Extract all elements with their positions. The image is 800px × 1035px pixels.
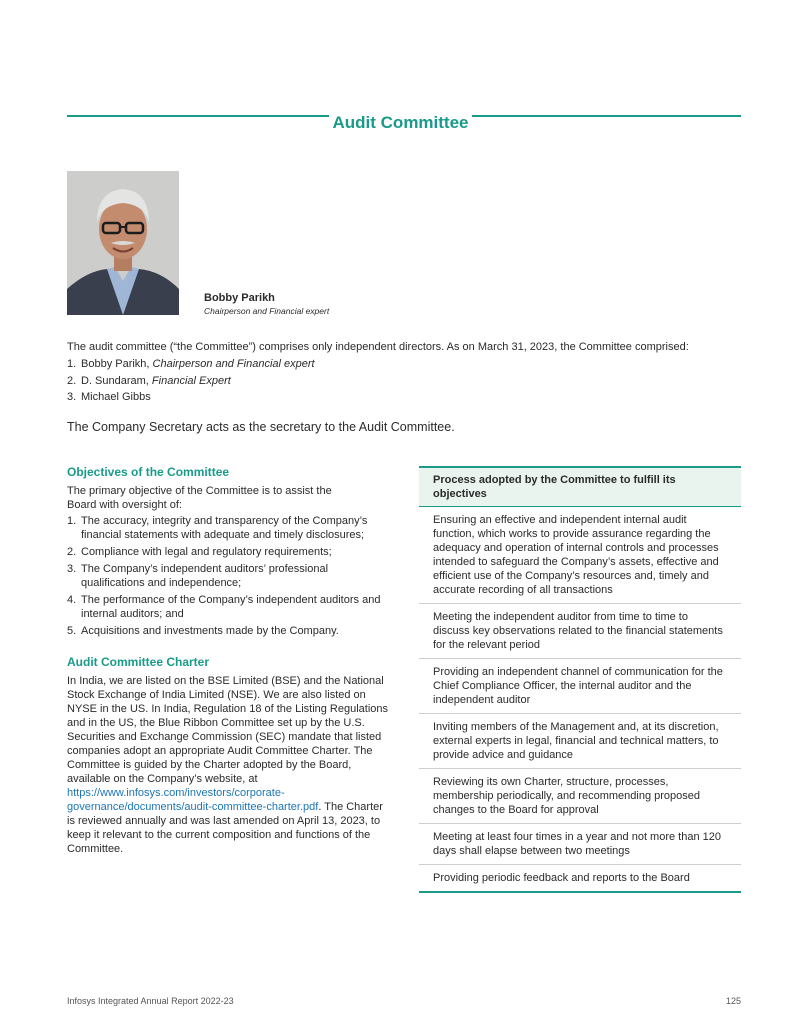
objectives-heading: Objectives of the Committee xyxy=(67,465,230,479)
charter-heading: Audit Committee Charter xyxy=(67,655,210,669)
member-role: Chairperson and Financial expert xyxy=(152,358,315,370)
process-row: Providing periodic feedback and reports to the Board xyxy=(419,865,741,893)
footer-report-name: Infosys Integrated Annual Report 2022-23 xyxy=(67,996,234,1006)
objective-text: The performance of the Company’s independent auditors and internal auditors; and xyxy=(81,594,381,620)
objective-text: Acquisitions and investments made by the Company. xyxy=(81,625,339,637)
page-title-row xyxy=(67,112,741,136)
objective-text: The Company’s independent auditors’ professional qualifications and independence; xyxy=(81,563,329,589)
chairperson-photo xyxy=(67,171,179,315)
objective-text: The accuracy, integrity and transparency of the Company’s financial statements with adequate and timely disclosures; xyxy=(81,515,368,541)
charter-link[interactable]: https://www.infosys.com/investors/corporate-governance/documents/audit-committee-charter.pdf xyxy=(67,787,319,813)
portrait-illustration xyxy=(67,171,179,315)
process-table xyxy=(419,466,741,893)
process-row: Ensuring an effective and independent internal audit function, which works to provide assurance regarding the adequacy and operation of internal controls and processes intended to safeguard the Company’s assets, effective and efficient use of the Company’s resources and, timely and accurate recording of all transactions xyxy=(419,507,741,604)
process-row: Inviting members of the Management and, at its discretion, external experts in legal, financial and technical matters, to provide advice and guidance xyxy=(419,714,741,769)
list-number: 4. xyxy=(67,594,77,606)
list-number: 2. xyxy=(67,374,77,387)
objective-item xyxy=(67,514,392,542)
objectives-section xyxy=(67,465,392,641)
charter-text-end: . The Charter is reviewed annually and was last amended on April 13, 2023, to keep it relevant to the current composition and functions of the Committee. xyxy=(67,801,383,855)
objectives-lead: The primary objective of the Committee is to assist the Board with oversight of: xyxy=(67,485,332,511)
title-rule-left xyxy=(67,115,329,117)
objective-item xyxy=(67,545,392,559)
list-number: 3. xyxy=(67,563,77,575)
member-item xyxy=(67,356,467,373)
list-number: 1. xyxy=(67,515,77,527)
committee-intro: The audit committee (“the Committee”) comprises only independent directors. As on March 31, 2023, the Committee comprised: xyxy=(67,341,689,353)
member-name: Michael Gibbs xyxy=(81,391,151,403)
objective-item xyxy=(67,624,392,638)
list-number: 2. xyxy=(67,546,77,558)
member-name: Bobby Parikh, xyxy=(81,358,153,370)
member-name: D. Sundaram, xyxy=(81,374,152,387)
member-item xyxy=(67,389,467,406)
footer-page-number: 125 xyxy=(725,996,741,1006)
list-number: 5. xyxy=(67,625,77,637)
member-role: Financial Expert xyxy=(151,374,231,387)
charter-body xyxy=(67,674,392,856)
objective-item xyxy=(67,562,392,590)
member-list xyxy=(67,356,467,406)
process-table-header: Process adopted by the Committee to fulfill its objectives xyxy=(419,466,741,507)
process-row: Meeting the independent auditor from time to time to discuss key observations related to the financial statements for the relevant period xyxy=(419,604,741,659)
process-row: Meeting at least four times in a year and not more than 120 days shall elapse between two meetings xyxy=(419,824,741,865)
process-row: Reviewing its own Charter, structure, processes, membership periodically, and recommending proposed changes to the Board for approval xyxy=(419,769,741,824)
chairperson-name: Bobby Parikh xyxy=(204,292,275,304)
charter-section xyxy=(67,655,392,856)
secretary-note: The Company Secretary acts as the secretary to the Audit Committee. xyxy=(67,420,455,434)
page-title: Audit Committee xyxy=(332,113,469,132)
charter-text: In India, we are listed on the BSE Limited (BSE) and the National Stock Exchange of India Limited (NSE). We are also listed on NYSE in the US. In India, Regulation 18 of the Listing Regulations and in the US, the Blue Ribbon Committee set up by the U.S. Securities and Exchange Commission (SEC) mandate that listed companies adopt an appropriate Audit Committee Charter. The Committee is guided by the Charter adopted by the Board, available on the Company’s website, at xyxy=(67,675,389,785)
chairperson-role: Chairperson and Financial expert xyxy=(204,306,330,316)
title-rule-right xyxy=(472,115,741,117)
list-number: 1. xyxy=(67,358,77,370)
list-number: 3. xyxy=(67,391,77,403)
objective-text: Compliance with legal and regulatory requirements; xyxy=(81,546,332,558)
objectives-list xyxy=(67,514,392,638)
process-row: Providing an independent channel of communication for the Chief Compliance Officer, the internal auditor and the independent auditor xyxy=(419,659,741,714)
objective-item xyxy=(67,593,392,621)
member-item xyxy=(67,373,467,390)
